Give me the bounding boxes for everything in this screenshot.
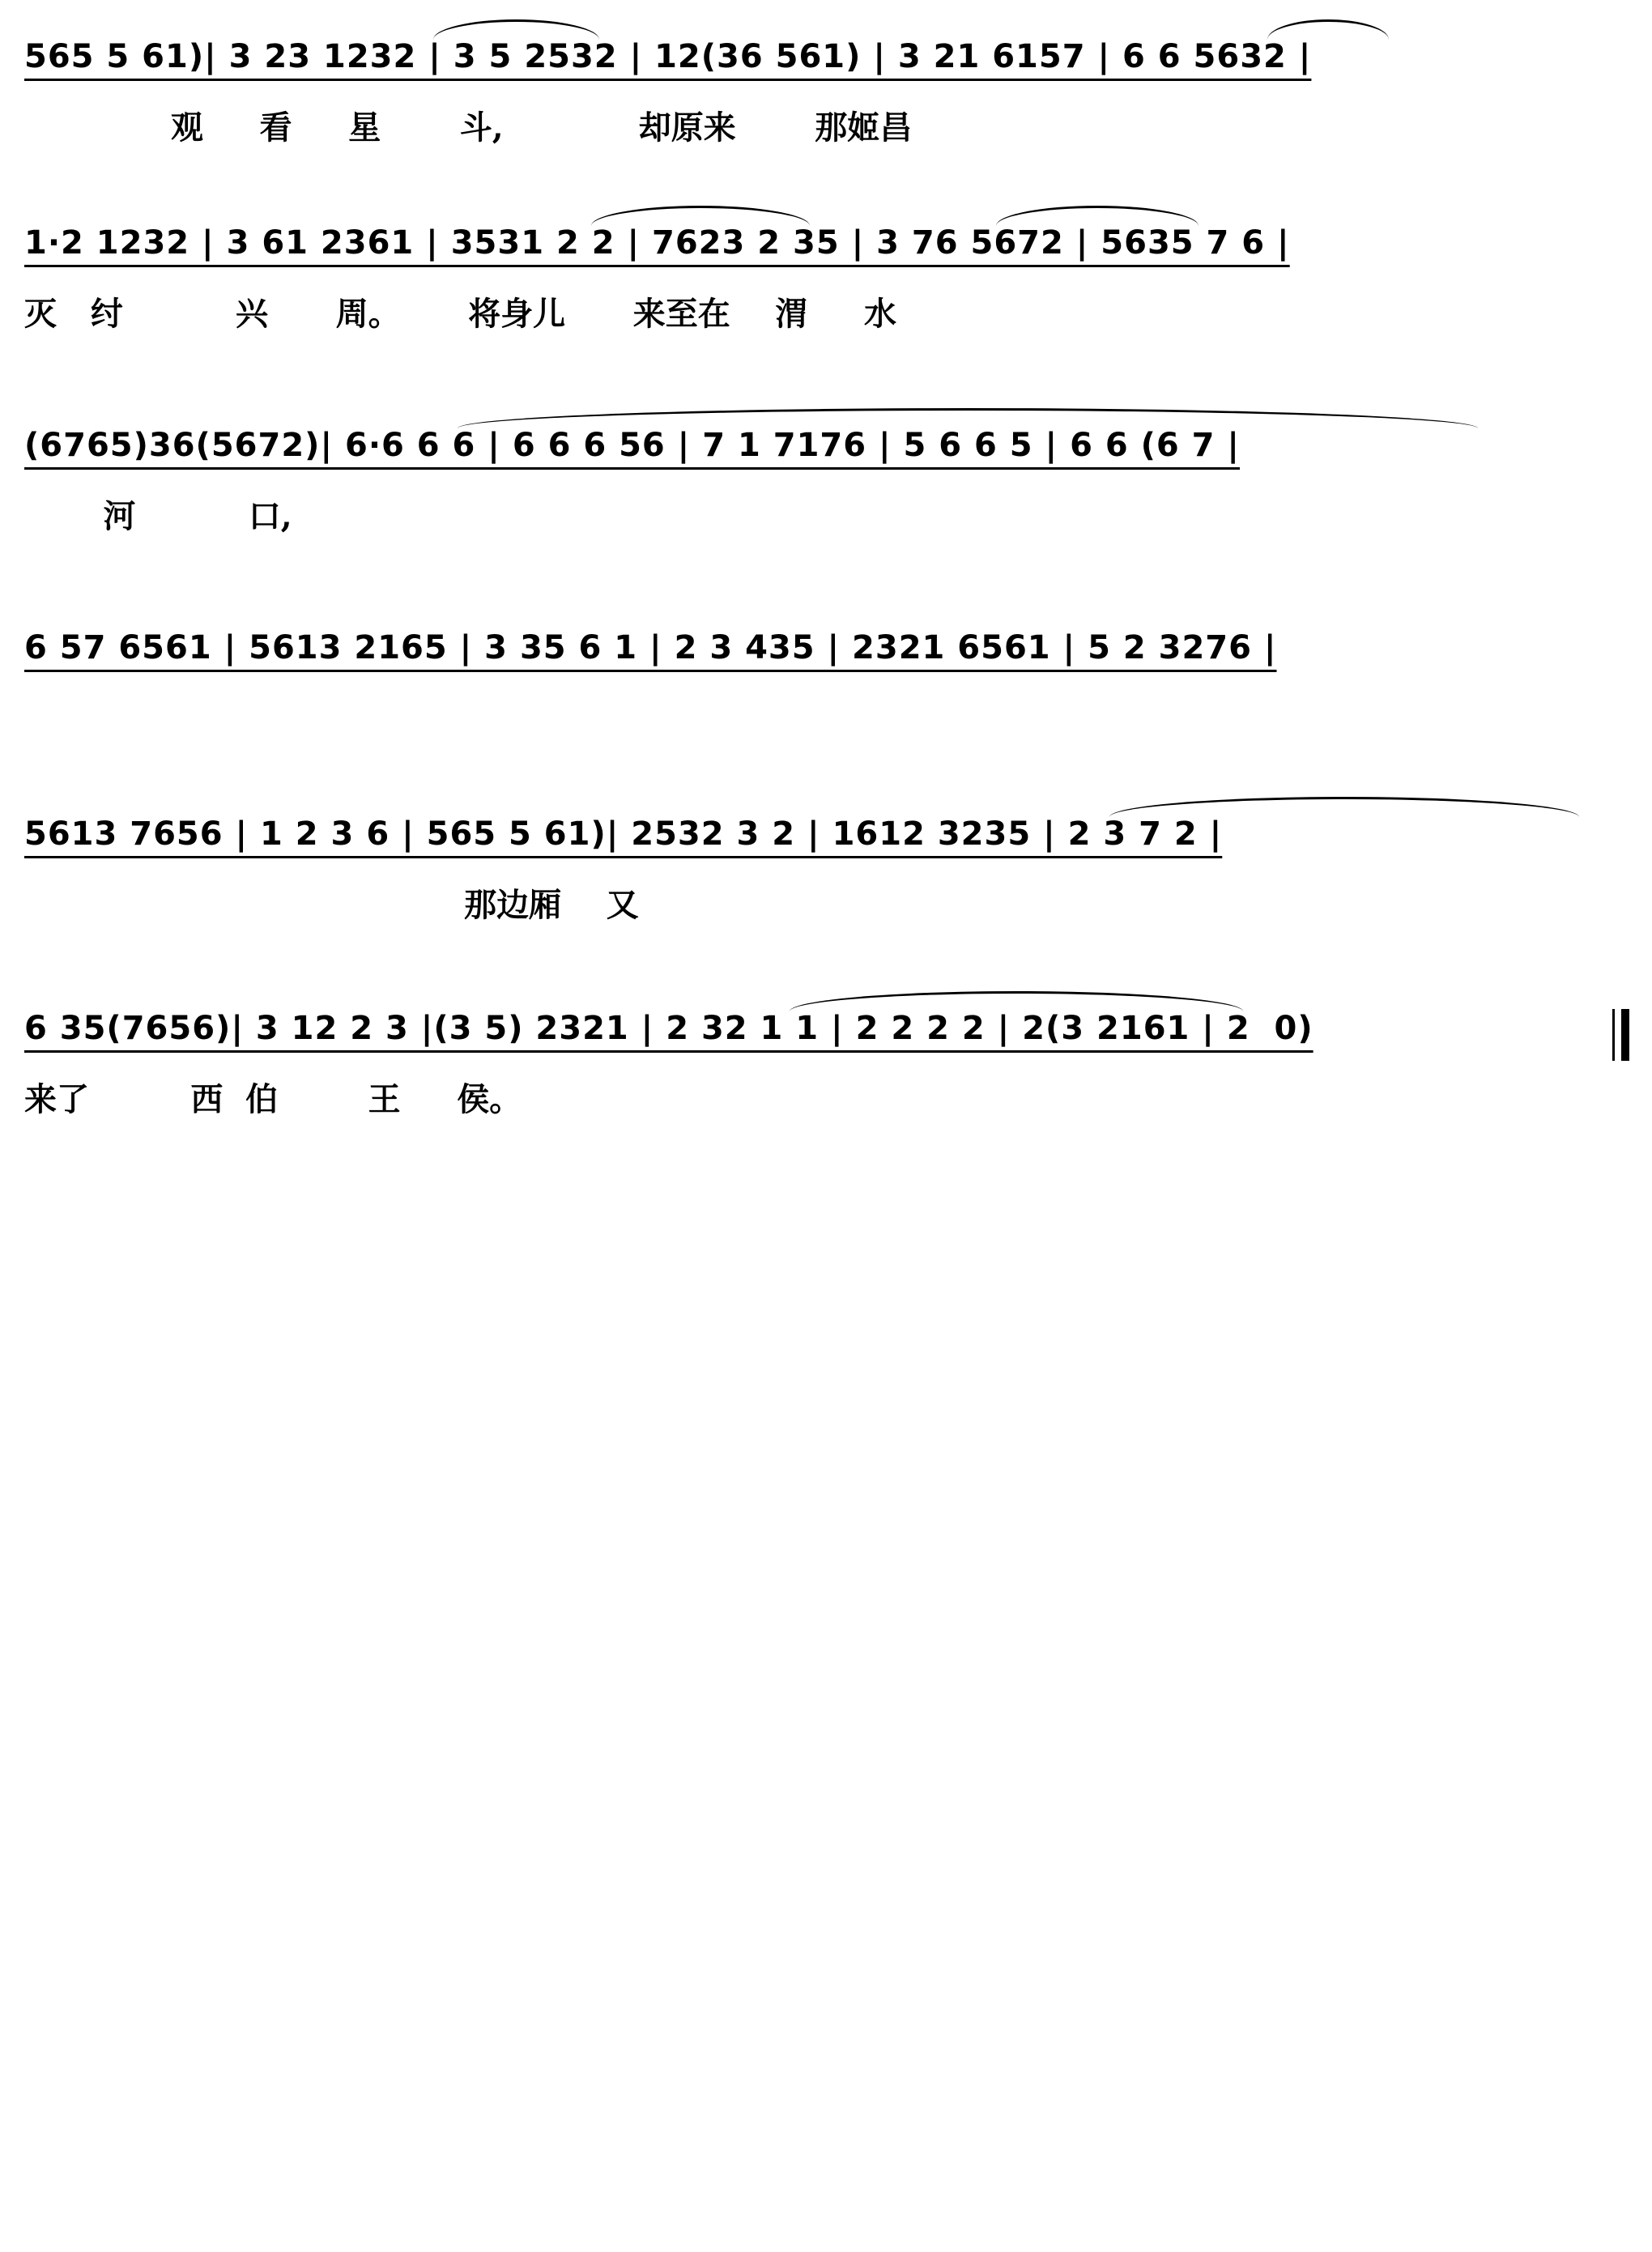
lyrics-line: 来了 西 伯 王 侯。 xyxy=(24,1080,522,1118)
notation-line: 1·2 1232 | 3 61 2361 | 3531 2 2 | 7623 2 35 | 3 76 5672 | 5635 7 6 | xyxy=(24,224,1290,262)
lyrics-line: 那边厢 又 xyxy=(24,886,639,924)
notation-line: 5613 7656 | 1 2 3 6 | 565 5 61)| 2532 3 2 | 1612 3235 | 2 3 7 2 | xyxy=(24,815,1223,853)
score-line-1 xyxy=(24,16,1636,178)
notation-line: 565 5 61)| 3 23 1232 | 3 5 2532 | 12(36 561) | 3 21 6157 | 6 6 5632 | xyxy=(24,38,1312,75)
lyrics-line: 观 看 星 斗, 却原来 那姬昌 xyxy=(24,109,913,147)
final-barline-thin xyxy=(1612,1009,1615,1061)
lyrics-line: 河 口, xyxy=(24,497,292,535)
score-line-4 xyxy=(24,607,1636,769)
notation-line: (6765)36(5672)| 6·6 6 6 | 6 6 6 56 | 7 1 7176 | 5 6 6 5 | 6 6 (6 7 | xyxy=(24,427,1241,464)
notation-line: 6 35(7656)| 3 12 2 3 |(3 5) 2321 | 2 32 1 1 | 2 2 2 2 | 2(3 2161 | 2 0) xyxy=(24,1010,1314,1047)
lyrics-line: 灭 纣 兴 周。 将身儿 来至在 渭 水 xyxy=(24,295,897,333)
score-line-5 xyxy=(24,794,1636,956)
score-line-6 xyxy=(24,988,1636,1150)
final-barline-thick xyxy=(1621,1009,1629,1061)
notation-line: 6 57 6561 | 5613 2165 | 3 35 6 1 | 2 3 435 | 2321 6561 | 5 2 3276 | xyxy=(24,629,1277,666)
lyrics-line xyxy=(24,695,1636,743)
score-line-3 xyxy=(24,405,1636,567)
score-line-2 xyxy=(24,202,1636,364)
